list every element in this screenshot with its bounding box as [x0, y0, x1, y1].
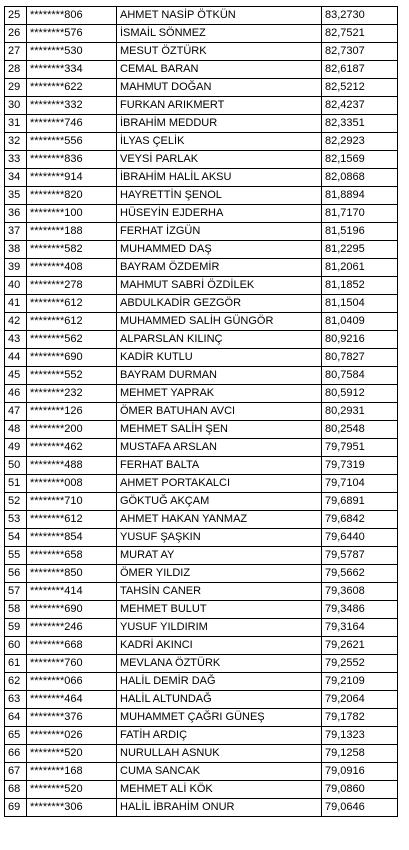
masked-id-cell: ********612 — [27, 511, 117, 529]
table-row — [5, 331, 398, 349]
masked-id-cell: ********582 — [27, 241, 117, 259]
table-row — [5, 511, 398, 529]
table-row — [5, 493, 398, 511]
row-number-cell: 32 — [5, 133, 27, 151]
row-number-cell: 55 — [5, 547, 27, 565]
masked-id-cell: ********820 — [27, 187, 117, 205]
score-cell: 81,5196 — [322, 223, 398, 241]
masked-id-cell: ********690 — [27, 349, 117, 367]
name-cell: ABDULKADİR GEZGÖR — [117, 295, 322, 313]
name-cell: HAYRETTİN ŞENOL — [117, 187, 322, 205]
masked-id-cell: ********710 — [27, 493, 117, 511]
name-cell: YUSUF YILDIRIM — [117, 619, 322, 637]
row-number-cell: 41 — [5, 295, 27, 313]
score-cell: 79,1258 — [322, 745, 398, 763]
masked-id-cell: ********556 — [27, 133, 117, 151]
row-number-cell: 51 — [5, 475, 27, 493]
name-cell: İLYAS ÇELİK — [117, 133, 322, 151]
score-cell: 81,2061 — [322, 259, 398, 277]
name-cell: MURAT AY — [117, 547, 322, 565]
score-cell: 79,1323 — [322, 727, 398, 745]
results-table — [4, 6, 398, 817]
row-number-cell: 38 — [5, 241, 27, 259]
score-cell: 80,2548 — [322, 421, 398, 439]
name-cell: FERHAT İZGÜN — [117, 223, 322, 241]
table-row — [5, 619, 398, 637]
table-row — [5, 475, 398, 493]
masked-id-cell: ********668 — [27, 637, 117, 655]
score-cell: 79,7104 — [322, 475, 398, 493]
name-cell: BAYRAM DURMAN — [117, 367, 322, 385]
score-cell: 82,3351 — [322, 115, 398, 133]
row-number-cell: 63 — [5, 691, 27, 709]
name-cell: HALİL İBRAHİM ONUR — [117, 799, 322, 817]
name-cell: ALPARSLAN KILINÇ — [117, 331, 322, 349]
name-cell: TAHSİN CANER — [117, 583, 322, 601]
name-cell: CUMA SANCAK — [117, 763, 322, 781]
score-cell: 83,2730 — [322, 7, 398, 25]
row-number-cell: 67 — [5, 763, 27, 781]
name-cell: KADİR KUTLU — [117, 349, 322, 367]
name-cell: İSMAİL SÖNMEZ — [117, 25, 322, 43]
name-cell: AHMET NASİP ÖTKÜN — [117, 7, 322, 25]
masked-id-cell: ********746 — [27, 115, 117, 133]
table-row — [5, 601, 398, 619]
table-row — [5, 7, 398, 25]
table-row — [5, 799, 398, 817]
score-cell: 79,6440 — [322, 529, 398, 547]
score-cell: 79,0646 — [322, 799, 398, 817]
table-row — [5, 205, 398, 223]
name-cell: AHMET PORTAKALCI — [117, 475, 322, 493]
row-number-cell: 62 — [5, 673, 27, 691]
name-cell: HALİL ALTUNDAĞ — [117, 691, 322, 709]
table-row — [5, 349, 398, 367]
score-cell: 82,4237 — [322, 97, 398, 115]
row-number-cell: 43 — [5, 331, 27, 349]
row-number-cell: 68 — [5, 781, 27, 799]
row-number-cell: 40 — [5, 277, 27, 295]
score-cell: 79,3608 — [322, 583, 398, 601]
masked-id-cell: ********200 — [27, 421, 117, 439]
masked-id-cell: ********126 — [27, 403, 117, 421]
name-cell: MEHMET BULUT — [117, 601, 322, 619]
score-cell: 79,3164 — [322, 619, 398, 637]
table-row — [5, 385, 398, 403]
score-cell: 79,1782 — [322, 709, 398, 727]
table-row — [5, 25, 398, 43]
table-row — [5, 97, 398, 115]
masked-id-cell: ********376 — [27, 709, 117, 727]
row-number-cell: 46 — [5, 385, 27, 403]
row-number-cell: 34 — [5, 169, 27, 187]
name-cell: YUSUF ŞAŞKIN — [117, 529, 322, 547]
row-number-cell: 29 — [5, 79, 27, 97]
score-cell: 79,7951 — [322, 439, 398, 457]
table-row — [5, 745, 398, 763]
table-row — [5, 367, 398, 385]
score-cell: 82,7521 — [322, 25, 398, 43]
masked-id-cell: ********332 — [27, 97, 117, 115]
masked-id-cell: ********232 — [27, 385, 117, 403]
score-cell: 81,8894 — [322, 187, 398, 205]
masked-id-cell: ********612 — [27, 313, 117, 331]
table-row — [5, 187, 398, 205]
score-cell: 79,5662 — [322, 565, 398, 583]
table-row — [5, 277, 398, 295]
masked-id-cell: ********576 — [27, 25, 117, 43]
score-cell: 79,2064 — [322, 691, 398, 709]
masked-id-cell: ********914 — [27, 169, 117, 187]
score-cell: 79,2621 — [322, 637, 398, 655]
score-cell: 79,0916 — [322, 763, 398, 781]
score-cell: 81,1504 — [322, 295, 398, 313]
masked-id-cell: ********334 — [27, 61, 117, 79]
table-row — [5, 709, 398, 727]
score-cell: 80,2931 — [322, 403, 398, 421]
table-row — [5, 115, 398, 133]
name-cell: CEMAL BARAN — [117, 61, 322, 79]
name-cell: İBRAHİM HALİL AKSU — [117, 169, 322, 187]
name-cell: ÖMER BATUHAN AVCI — [117, 403, 322, 421]
masked-id-cell: ********306 — [27, 799, 117, 817]
table-row — [5, 655, 398, 673]
masked-id-cell: ********854 — [27, 529, 117, 547]
table-row — [5, 151, 398, 169]
table-row — [5, 637, 398, 655]
score-cell: 79,7319 — [322, 457, 398, 475]
row-number-cell: 59 — [5, 619, 27, 637]
masked-id-cell: ********462 — [27, 439, 117, 457]
name-cell: MEHMET YAPRAK — [117, 385, 322, 403]
name-cell: FATİH ARDIÇ — [117, 727, 322, 745]
row-number-cell: 57 — [5, 583, 27, 601]
masked-id-cell: ********100 — [27, 205, 117, 223]
row-number-cell: 47 — [5, 403, 27, 421]
name-cell: BAYRAM ÖZDEMİR — [117, 259, 322, 277]
masked-id-cell: ********622 — [27, 79, 117, 97]
score-cell: 82,0868 — [322, 169, 398, 187]
masked-id-cell: ********520 — [27, 745, 117, 763]
table-row — [5, 781, 398, 799]
masked-id-cell: ********464 — [27, 691, 117, 709]
name-cell: MEHMET SALİH ŞEN — [117, 421, 322, 439]
row-number-cell: 66 — [5, 745, 27, 763]
masked-id-cell: ********836 — [27, 151, 117, 169]
row-number-cell: 30 — [5, 97, 27, 115]
table-row — [5, 727, 398, 745]
table-row — [5, 763, 398, 781]
row-number-cell: 45 — [5, 367, 27, 385]
row-number-cell: 61 — [5, 655, 27, 673]
name-cell: MAHMUT SABRİ ÖZDİLEK — [117, 277, 322, 295]
table-row — [5, 439, 398, 457]
row-number-cell: 31 — [5, 115, 27, 133]
table-row — [5, 547, 398, 565]
score-cell: 79,3486 — [322, 601, 398, 619]
row-number-cell: 44 — [5, 349, 27, 367]
score-cell: 80,5912 — [322, 385, 398, 403]
score-cell: 82,6187 — [322, 61, 398, 79]
name-cell: KADRİ AKINCI — [117, 637, 322, 655]
masked-id-cell: ********246 — [27, 619, 117, 637]
row-number-cell: 52 — [5, 493, 27, 511]
masked-id-cell: ********188 — [27, 223, 117, 241]
row-number-cell: 25 — [5, 7, 27, 25]
row-number-cell: 65 — [5, 727, 27, 745]
table-row — [5, 403, 398, 421]
name-cell: MEHMET ALİ KÖK — [117, 781, 322, 799]
masked-id-cell: ********530 — [27, 43, 117, 61]
name-cell: AHMET HAKAN YANMAZ — [117, 511, 322, 529]
score-cell: 81,0409 — [322, 313, 398, 331]
masked-id-cell: ********760 — [27, 655, 117, 673]
name-cell: GÖKTUĞ AKÇAM — [117, 493, 322, 511]
row-number-cell: 64 — [5, 709, 27, 727]
name-cell: MEVLANA ÖZTÜRK — [117, 655, 322, 673]
row-number-cell: 35 — [5, 187, 27, 205]
table-body — [5, 7, 398, 817]
table-row — [5, 673, 398, 691]
masked-id-cell: ********414 — [27, 583, 117, 601]
score-cell: 80,7827 — [322, 349, 398, 367]
name-cell: İBRAHİM MEDDUR — [117, 115, 322, 133]
row-number-cell: 49 — [5, 439, 27, 457]
name-cell: HÜSEYİN EJDERHA — [117, 205, 322, 223]
row-number-cell: 60 — [5, 637, 27, 655]
table-row — [5, 61, 398, 79]
row-number-cell: 28 — [5, 61, 27, 79]
score-cell: 79,2109 — [322, 673, 398, 691]
score-cell: 82,7307 — [322, 43, 398, 61]
row-number-cell: 53 — [5, 511, 27, 529]
table-row — [5, 313, 398, 331]
score-cell: 82,1569 — [322, 151, 398, 169]
row-number-cell: 26 — [5, 25, 27, 43]
name-cell: MUSTAFA ARSLAN — [117, 439, 322, 457]
row-number-cell: 33 — [5, 151, 27, 169]
table-row — [5, 421, 398, 439]
table-row — [5, 169, 398, 187]
score-cell: 79,6891 — [322, 493, 398, 511]
masked-id-cell: ********008 — [27, 475, 117, 493]
name-cell: MUHAMMED SALİH GÜNGÖR — [117, 313, 322, 331]
masked-id-cell: ********690 — [27, 601, 117, 619]
masked-id-cell: ********408 — [27, 259, 117, 277]
masked-id-cell: ********806 — [27, 7, 117, 25]
name-cell: HALİL DEMİR DAĞ — [117, 673, 322, 691]
masked-id-cell: ********658 — [27, 547, 117, 565]
score-cell: 81,7170 — [322, 205, 398, 223]
masked-id-cell: ********612 — [27, 295, 117, 313]
score-cell: 79,2552 — [322, 655, 398, 673]
table-row — [5, 295, 398, 313]
score-cell: 79,6842 — [322, 511, 398, 529]
masked-id-cell: ********168 — [27, 763, 117, 781]
masked-id-cell: ********278 — [27, 277, 117, 295]
table-row — [5, 133, 398, 151]
masked-id-cell: ********488 — [27, 457, 117, 475]
name-cell: VEYSİ PARLAK — [117, 151, 322, 169]
table-row — [5, 259, 398, 277]
masked-id-cell: ********552 — [27, 367, 117, 385]
masked-id-cell: ********850 — [27, 565, 117, 583]
row-number-cell: 39 — [5, 259, 27, 277]
table-row — [5, 691, 398, 709]
row-number-cell: 56 — [5, 565, 27, 583]
name-cell: FURKAN ARIKMERT — [117, 97, 322, 115]
table-row — [5, 583, 398, 601]
score-cell: 82,5212 — [322, 79, 398, 97]
table-row — [5, 223, 398, 241]
name-cell: MAHMUT DOĞAN — [117, 79, 322, 97]
table-row — [5, 529, 398, 547]
row-number-cell: 69 — [5, 799, 27, 817]
table-row — [5, 79, 398, 97]
table-row — [5, 565, 398, 583]
table-row — [5, 43, 398, 61]
masked-id-cell: ********026 — [27, 727, 117, 745]
score-cell: 81,1852 — [322, 277, 398, 295]
name-cell: MUHAMMET ÇAĞRI GÜNEŞ — [117, 709, 322, 727]
row-number-cell: 37 — [5, 223, 27, 241]
masked-id-cell: ********066 — [27, 673, 117, 691]
name-cell: FERHAT BALTA — [117, 457, 322, 475]
masked-id-cell: ********520 — [27, 781, 117, 799]
score-cell: 79,0860 — [322, 781, 398, 799]
row-number-cell: 42 — [5, 313, 27, 331]
row-number-cell: 54 — [5, 529, 27, 547]
score-cell: 80,9216 — [322, 331, 398, 349]
row-number-cell: 58 — [5, 601, 27, 619]
row-number-cell: 48 — [5, 421, 27, 439]
name-cell: ÖMER YILDIZ — [117, 565, 322, 583]
row-number-cell: 50 — [5, 457, 27, 475]
name-cell: MESUT ÖZTÜRK — [117, 43, 322, 61]
score-cell: 81,2295 — [322, 241, 398, 259]
name-cell: NURULLAH ASNUK — [117, 745, 322, 763]
masked-id-cell: ********562 — [27, 331, 117, 349]
row-number-cell: 27 — [5, 43, 27, 61]
table-row — [5, 241, 398, 259]
name-cell: MUHAMMED DAŞ — [117, 241, 322, 259]
table-row — [5, 457, 398, 475]
score-cell: 80,7584 — [322, 367, 398, 385]
row-number-cell: 36 — [5, 205, 27, 223]
score-cell: 82,2923 — [322, 133, 398, 151]
score-cell: 79,5787 — [322, 547, 398, 565]
